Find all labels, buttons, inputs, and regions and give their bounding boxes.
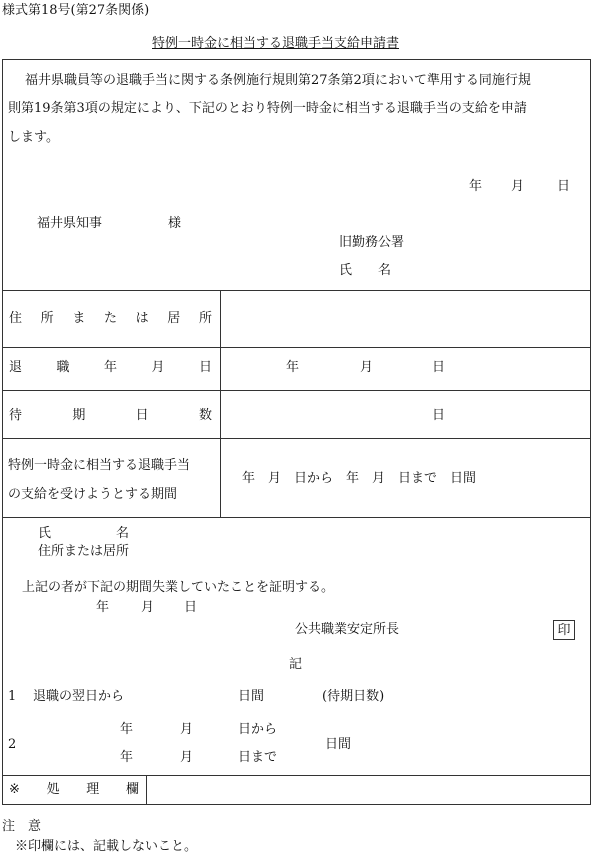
certificate-statement: 上記の者が下記の期間失業していたことを証明する。 [22, 580, 335, 595]
item1-text: 退職の翌日から [33, 689, 125, 704]
item2-from-suffix: 日から [238, 722, 278, 737]
application-date-month: 月 [511, 179, 525, 194]
office-head-label: 公共職業安定所長 [295, 622, 400, 637]
column-divider [146, 775, 147, 805]
row-divider [2, 347, 591, 348]
retirement-year: 年 [286, 360, 300, 375]
note-1: ※印欄には、記載しないこと。 [15, 839, 198, 854]
table-border-bottom [2, 804, 591, 805]
period-value: 年 月 日から 年 月 日まで 日間 [242, 471, 477, 486]
item2-days: 日間 [325, 737, 352, 752]
application-date-year: 年 [469, 179, 483, 194]
row-divider [2, 390, 591, 391]
table-border-right [590, 59, 591, 805]
table-border-left [2, 59, 3, 805]
table-border-top [2, 59, 591, 60]
row-divider [2, 438, 591, 439]
item2-number: 2 [8, 737, 17, 752]
former-office-label: 旧勤務公署 [339, 235, 405, 250]
retirement-month: 月 [360, 360, 374, 375]
item2-to-year: 年 [120, 750, 134, 765]
certificate-date-month: 月 [141, 600, 155, 615]
honorific: 様 [168, 216, 182, 231]
item1-days: 日間 [238, 689, 265, 704]
certificate-address-label: 住所または居所 [38, 544, 130, 559]
certificate-date-year: 年 [96, 600, 110, 615]
application-text-line2: 則第19条第3項の規定により、下記のとおり特例一時金に相当する退職手当の支給を申請 [8, 101, 527, 116]
item2-from-year: 年 [120, 722, 134, 737]
ki-heading: 記 [289, 657, 303, 672]
item2-to-suffix: 日まで [238, 750, 278, 765]
processing-label: ※ 処 理 欄 [9, 782, 139, 797]
item1-number: 1 [8, 689, 17, 704]
row-divider [2, 775, 591, 776]
waiting-days-label: 待 期 日 数 [9, 408, 212, 423]
form-title: 特例一時金に相当する退職手当支給申請書 [152, 36, 400, 51]
application-text-line3: します。 [8, 130, 59, 145]
row-divider [2, 517, 591, 518]
application-text-line1: 福井県職員等の退職手当に関する条例施行規則第27条第2項において準用する同施行規 [25, 73, 531, 88]
notes-heading: 注 意 [2, 819, 42, 834]
item2-from-month: 月 [180, 722, 194, 737]
period-label-line2: の支給を受けようとする期間 [8, 487, 178, 502]
seal-box [553, 620, 575, 640]
certificate-name-label: 氏 名 [38, 526, 130, 541]
item1-waiting: (待期日数) [322, 689, 385, 704]
column-divider [220, 290, 221, 518]
period-label-line1: 特例一時金に相当する退職手当 [8, 458, 191, 473]
item2-to-month: 月 [180, 750, 194, 765]
retirement-day: 日 [432, 360, 446, 375]
seal-label: 印 [557, 622, 571, 638]
certificate-date-day: 日 [184, 600, 198, 615]
applicant-name-label: 氏 名 [339, 263, 392, 278]
form-number: 様式第18号(第27条関係) [2, 3, 150, 18]
application-date-day: 日 [557, 179, 571, 194]
addressee: 福井県知事 [37, 216, 103, 231]
row-divider [2, 290, 591, 291]
address-label: 住 所 ま た は 居 所 [9, 311, 212, 326]
waiting-days-unit: 日 [432, 408, 446, 423]
retirement-date-label: 退 職 年 月 日 [9, 360, 212, 375]
